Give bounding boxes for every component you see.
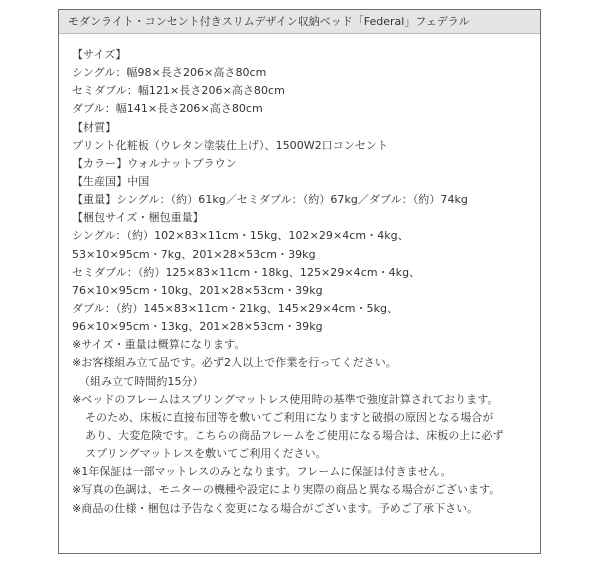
spec-panel xyxy=(58,9,541,554)
size-single: シングル：幅98×長さ206×高さ80cm xyxy=(72,66,267,80)
note-warranty: ※1年保証は一部マットレスのみとなります。フレームに保証は付きません。 xyxy=(72,465,452,479)
note-spec-change: ※商品の仕様・梱包は予告なく変更になる場合がございます。予めご了承下さい。 xyxy=(72,501,479,515)
note-assembly: ※お客様組み立て品です。必ず2人以上で作業を行ってください。 xyxy=(72,356,397,370)
weight-line: 【重量】シングル：（約）61kg／セミダブル：（約）67kg／ダブル：（約）74kg xyxy=(72,193,468,207)
panel-header xyxy=(59,10,540,34)
package-double-1: ダブル：（約）145×83×11cm・21kg、145×29×4cm・5kg、 xyxy=(72,301,399,315)
color-line: 【カラー】ウォルナットブラウン xyxy=(72,156,237,170)
note-approx: ※サイズ・重量は概算になります。 xyxy=(72,338,246,352)
origin-line: 【生産国】中国 xyxy=(72,174,150,188)
spec-body xyxy=(72,46,536,518)
size-double: ダブル：幅141×長さ206×高さ80cm xyxy=(72,102,263,116)
size-heading: 【サイズ】 xyxy=(72,48,127,61)
size-semi-double: セミダブル：幅121×長さ206×高さ80cm xyxy=(72,84,285,98)
note-color: ※写真の色調は、モニターの機種や設定により実際の商品と異なる場合がございます。 xyxy=(72,483,501,497)
note-frame-1: ※ベッドのフレームはスプリングマットレス使用時の基準で強度計算されております。 xyxy=(72,392,499,406)
note-assembly-time: （組み立て時間約15分） xyxy=(79,374,204,388)
note-frame-3: あり、大変危険です。こちらの商品フレームをご使用になる場合は、床板の上に必ず xyxy=(85,428,504,442)
package-double-2: 96×10×95cm・13kg、201×28×53cm・39kg xyxy=(72,320,323,334)
package-heading: 【梱包サイズ・梱包重量】 xyxy=(72,211,204,225)
note-frame-4: スプリングマットレスを敷いてご利用ください。 xyxy=(85,447,327,461)
note-frame-2: そのため、床板に直接布団等を敷いてご利用になりますと破損の原因となる場合が xyxy=(85,410,494,424)
product-title: モダンライト・コンセント付きスリムデザイン収納ベッド「Federal」フェデラル xyxy=(68,15,470,28)
material-heading: 【材質】 xyxy=(72,120,117,134)
package-single-2: 53×10×95cm・7kg、201×28×53cm・39kg xyxy=(72,247,316,261)
package-semi-double-2: 76×10×95cm・10kg、201×28×53cm・39kg xyxy=(72,283,323,297)
material-value: プリント化粧板（ウレタン塗装仕上げ）、1500W2口コンセント xyxy=(72,138,389,152)
package-single-1: シングル：（約）102×83×11cm・15kg、102×29×4cm・4kg、 xyxy=(72,229,409,243)
package-semi-double-1: セミダブル：（約）125×83×11cm・18kg、125×29×4cm・4kg、 xyxy=(72,265,421,279)
